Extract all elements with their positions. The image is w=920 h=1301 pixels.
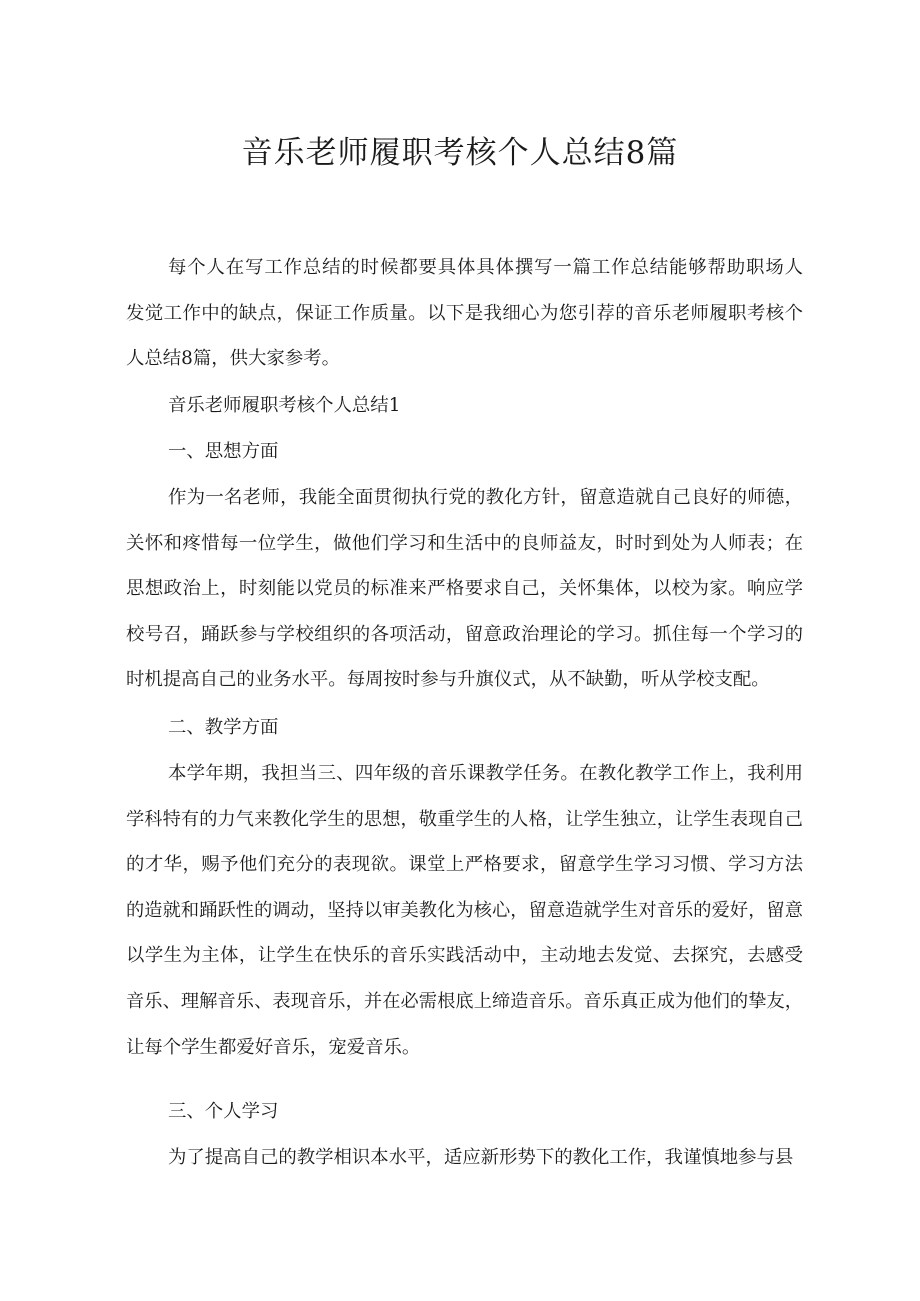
paragraph-personal-study — [126, 1135, 803, 1181]
intro-line-1: 每个人在写工作总结的时候都要具体具体撰写一篇工作总结能够帮助职场人 — [168, 257, 803, 278]
thought-line-2: 关怀和疼惜每一位学生，做他们学习和生活中的良师益友，时时到处为人师表；在 — [126, 532, 803, 554]
paragraph-teaching — [126, 751, 803, 1070]
study-line-1: 为了提高自己的教学相识本水平，适应新形势下的教化工作，我谨慎地参与县 — [168, 1147, 794, 1168]
heading-thought: 一、思想方面 — [168, 441, 279, 462]
teaching-line-5: 以学生为主体，让学生在快乐的音乐实践活动中，主动地去发觉、去探究，去感受 — [126, 945, 803, 967]
thought-line-5: 时机提高自己的业务水平。每周按时参与升旗仪式，从不缺勤，听从学校支配。 — [126, 669, 770, 691]
intro-paragraph — [126, 245, 803, 382]
thought-line-3: 思想政治上，时刻能以党员的标准来严格要求自己，关怀集体，以校为家。响应学 — [126, 578, 803, 600]
thought-line-1: 作为一名老师，我能全面贯彻执行党的教化方针，留意造就自己良好的师德， — [168, 487, 803, 508]
heading-teaching: 二、教学方面 — [168, 717, 279, 738]
teaching-line-3: 的才华，赐予他们充分的表现欲。课堂上严格要求，留意学生学习习惯、学习方法 — [126, 854, 803, 876]
teaching-line-2: 学科特有的力气来教化学生的思想，敬重学生的人格，让学生独立，让学生表现自己 — [126, 808, 803, 830]
teaching-line-4: 的造就和踊跃性的调动，坚持以审美教化为核心，留意造就学生对音乐的爱好，留意 — [126, 899, 803, 921]
teaching-line-7: 让每个学生都爱好音乐，宠爱音乐。 — [126, 1036, 421, 1058]
teaching-line-6: 音乐、理解音乐、表现音乐，并在必需根底上缔造音乐。音乐真正成为他们的挚友， — [126, 990, 803, 1012]
intro-line-2: 发觉工作中的缺点，保证工作质量。以下是我细心为您引荐的音乐老师履职考核个 — [126, 302, 803, 324]
heading-personal-study: 三、个人学习 — [168, 1101, 279, 1122]
document-title: 音乐老师履职考核个人总结8篇 — [241, 135, 679, 171]
section-title: 音乐老师履职考核个人总结1 — [168, 395, 401, 416]
paragraph-thought — [126, 475, 803, 703]
thought-line-4: 校号召，踊跃参与学校组织的各项活动，留意政治理论的学习。抓住每一个学习的 — [126, 623, 803, 645]
intro-line-3: 人总结8篇，供大家参考。 — [126, 348, 340, 370]
teaching-line-1: 本学年期，我担当三、四年级的音乐课教学任务。在教化教学工作上，我利用 — [168, 763, 803, 784]
